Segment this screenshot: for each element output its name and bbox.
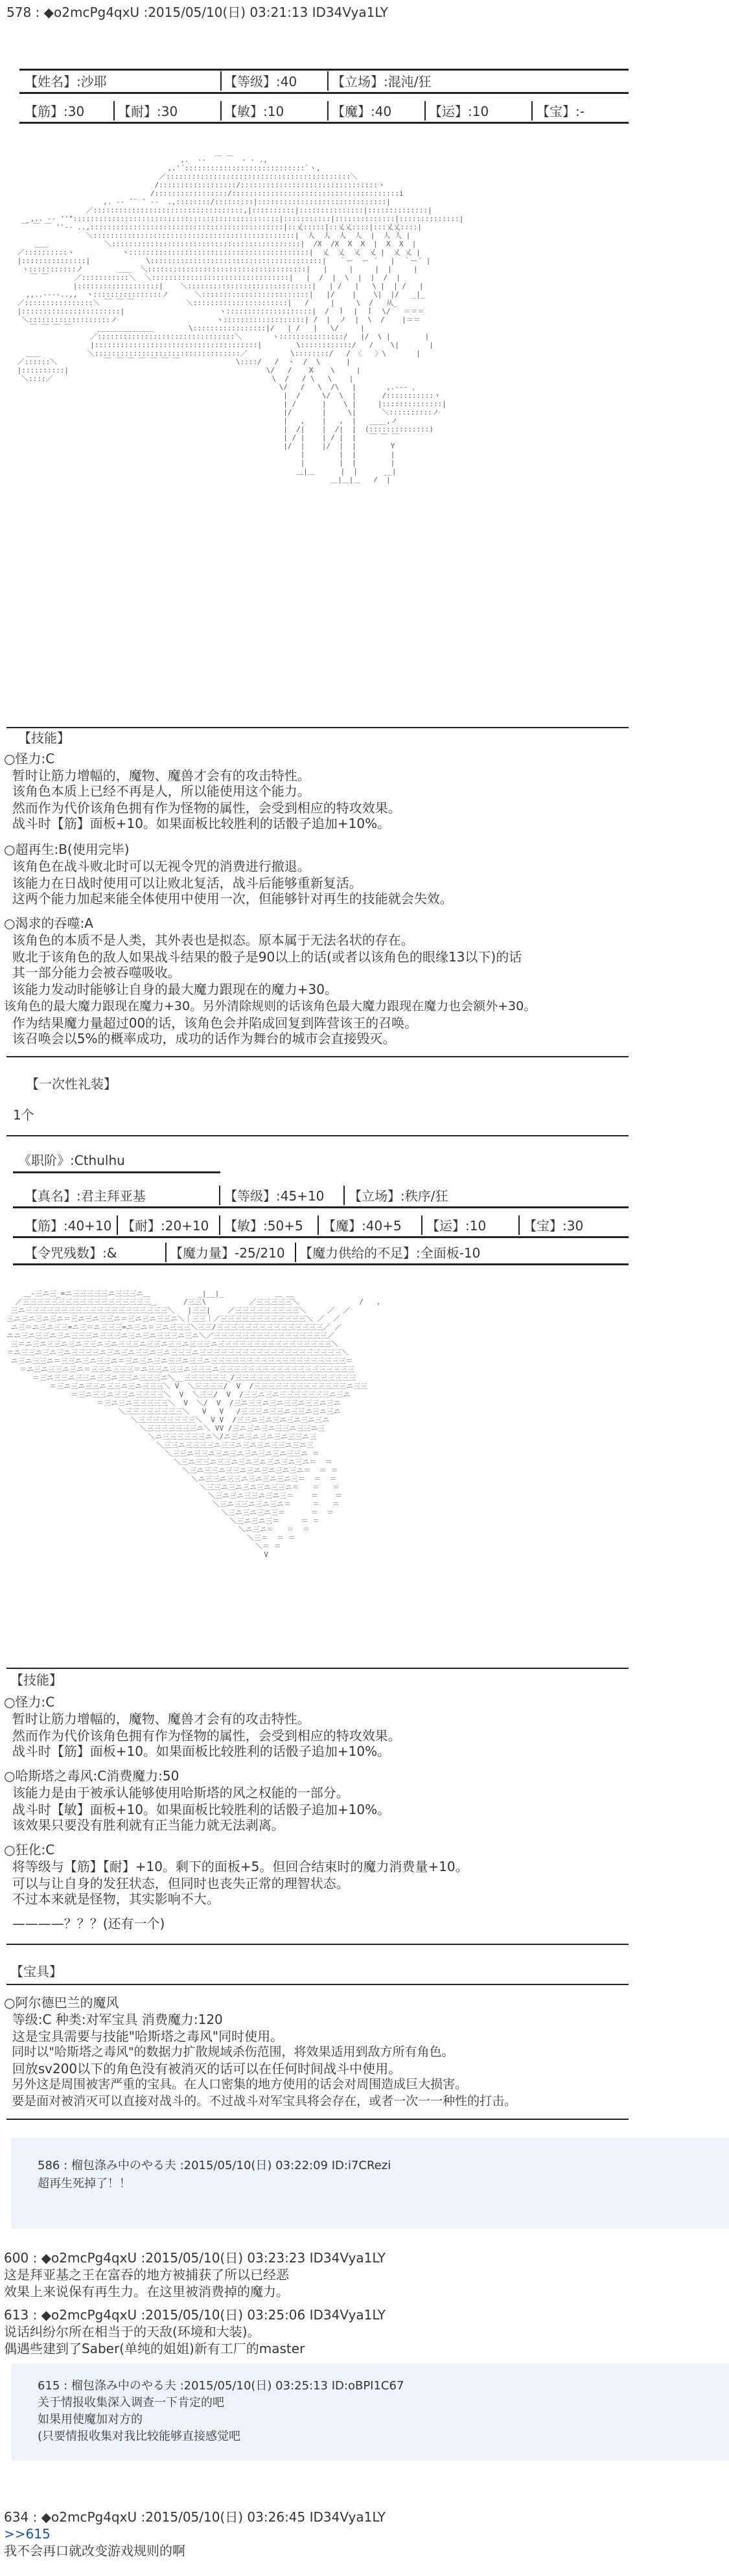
- np-line: 等级:C 种类:对军宝具 消费魔力:120: [4, 2012, 223, 2027]
- table-rule: [19, 92, 629, 94]
- agi-cell: 【敏】:50+5: [224, 1218, 303, 1234]
- section-rule: [6, 1944, 629, 1945]
- table-divider: [518, 1215, 520, 1235]
- table-divider: [295, 1243, 296, 1262]
- skill-line: 不过本来就是怪物，其实影响不大。: [4, 1891, 220, 1907]
- response-text: 关于情报收集深入调查一下肯定的吧: [38, 2396, 224, 2409]
- reply-anchor-link[interactable]: >>615: [4, 2526, 51, 2542]
- response-text: 超再生死掉了！！: [38, 2177, 131, 2191]
- gift-title: 【一次性礼装】: [26, 1076, 117, 1092]
- skill-line: 其一部分能力会被吞噬吸收。: [4, 965, 181, 980]
- luck-cell: 【运】:10: [429, 104, 489, 119]
- table-rule: [19, 69, 629, 71]
- alignment-cell: 【立场】:混沌/狂: [332, 74, 432, 89]
- np-cell: 【宝】:30: [524, 1218, 584, 1234]
- table-divider: [343, 1186, 345, 1205]
- table-rule: [19, 122, 629, 124]
- section-rule: [6, 1984, 629, 1985]
- np-title: 【宝具】: [10, 1964, 62, 1979]
- skill-line: 战斗时【筋】面板+10。如果面板比较胜利的话骰子追加+10%。: [4, 816, 391, 831]
- np-cell: 【宝】:-: [537, 104, 584, 119]
- skill-line: 暂时让筋力增幅的，魔物、魔兽才会有的攻击特性。: [4, 1711, 310, 1727]
- skills-title: 【技能】: [18, 730, 70, 746]
- level-cell: 【等级】:45+10: [224, 1188, 325, 1204]
- response-text: 如果用使魔加对方的: [38, 2413, 143, 2426]
- skill-line: 该能力是由于被承认能够使用哈斯塔的风之权能的一部分。: [4, 1785, 349, 1800]
- section-rule: [6, 727, 629, 728]
- ascii-art-saya: ,. -‐ ￣ ￣ ‐ - ., ,.'´::::::::::::::::::::::::::::`ヽ, ／:::::::::::::::::::::::::::::::::::::::::::＼ /::::::::::::::::::/::::::::::::::::::::::::::::::::ヽ /:::::::::::::::::/:::::::::::::::::::::::::::::::::::::::i ,. -‐ ¨¨ ¨ ‐- .,::::::::/:::::::::|::::::::::::::::::::::::::::::| ／:::::::::::::::::::::::::::::::::::,|::::::::::|:::::::::::::::|::::::::::::::| _,.. -‐ ''"::::::::::::::::::::::::::::::::::::::::::::::::|:::::::::::|::::::::::::::|::::::::::::::| ￣ ￣ ￣ ''‐- ..,:::::::::::::::::::::::::::::::::::::::::::::|::乂:::::|::乂乂::::|:::乂乂::::| ＼:::::::::::::::::::::::::::::::::::::::::::::::| 人 人 人 人 | 人 人 | ＿＿ ＼::::::::::::::::::::::::::::::::::::::::::::| /X /X X X | X X | ／::::::::::ヽ ヽ::::::::::::::::::::::::::::::::::::::::::| 乂 乂 乂 乂 | 乂 乂 | |:::::::::::::::| \::::::::::::::::::::::::::::::::::::::::| ｀ー ー ´ | ｀ー´ | ヽ:::::::::::ノ ＿＿ ＼:::::::::::::::::::::::::::::::::::::| | | | | | ￣ ￣ ／:::::::::::＼ ＼::::::::::::::::::::::::::::::::| | / | \ | | / | |:::::::::::::::::::| ＼:::::::::::::::::::::::::::::| | / | \ | | / | ,,..-‐‐-..,, ヽ::::::::::::::::ノ ＼:::::::::::::::::::::::::| |/ | \| |/ _|_ ／::::::::::::::::＼ ￣ ￣ ￣ ＼::::::::::::::::::::::| / | \ / 从_ |:::::::::::::::::::::::| ヽ::::::::::::::::::::| / ｌ | ｌ \/ ＝＝＝ ＼:::::::::::::::::::ノ ヽ:::::::::::::::::::| / | ノ | \ / |＝＝ ￣ ￣ ￣ ￣ ＿＿＿＿＿＿＿＿ \:::::::::::::::::|/ | / | \/ | ／::::::::::::::::::::::::::::::::＼ ヽ:::::::::::::::/ |/ \ | | |::::::::::::::::::::::::::::::::::::::| \::::::::::::/ / \| | ＿＿ ＼::::::::::::::::::::::::::::::::::／ \::::::::/ / 〈 〉\ | ／::::::＼ ￣ ￣ ￣ ￣ ￣ ￣ ￣ \::::/ / ヽ / \ | |::::::::::| \/ / X \ | ＼::::／ \ / / \ \ | \/ / \ /\ | ,.-‐- 、 | / \/ \ | /:::::::::::ヽ | / | \ | |::::::::::::::| |/ | \| ＼::::::::::ノ | , | , | ____,ノ | /| | /| | (::::::::::::::) | / | | / | | ￣ ￣ ￣ |/ | |/ | | Y | | | | | | | | ＿|＿ | | __| ＿|＿|＿ / |: [17, 155, 464, 484]
- mag-cell: 【魔】:40+5: [323, 1218, 402, 1234]
- skill-line: 该能力发动时能够让自身的最大魔力跟现在的魔力+30。: [4, 982, 338, 997]
- skill-line: 该能力在日战时使用可以让败北复活，战斗后能够重新复活。: [4, 875, 362, 891]
- deficit-cell: 【魔力供给的不足】:全面板-10: [299, 1245, 481, 1261]
- alignment-cell: 【立场】:秩序/狂: [349, 1188, 448, 1204]
- name-cell: 【姓名】:沙耶: [25, 74, 107, 89]
- skill-line: 败北于该角色的敌人如果战斗结果的骰子是90以上的话(或者以该角色的眼缘13以下)的话: [4, 949, 522, 965]
- end-cell: 【耐】:20+10: [122, 1218, 209, 1234]
- skill-line: ○渴求的吞噬:A: [4, 915, 93, 931]
- post-line: 这是拜亚基之王在富吞的地方被捕获了所以已经恶: [4, 2267, 289, 2283]
- post-header: 613 : ◆o2mcPg4qxU :2015/05/10(日) 03:25:06 ID34Vya1LY: [4, 2307, 386, 2323]
- mana-cell: 【魔力量】-25/210: [170, 1245, 285, 1261]
- table-divider: [327, 71, 329, 91]
- skill-line: 该效果只要没有胜利就有正当能力就无法剥离。: [4, 1817, 284, 1833]
- response-text: (只要情报收集对我比较能够直接感觉吧: [38, 2430, 241, 2443]
- skill-line: 然而作为代价该角色拥有作为怪物的属性，会受到相应的特攻效果。: [4, 1728, 401, 1743]
- luck-cell: 【运】:10: [426, 1218, 487, 1234]
- gift-value: 1个: [13, 1107, 34, 1123]
- skill-line: 这两个能力加起来能全体使用中使用一次，但能够针对再生的技能就会失效。: [4, 891, 453, 906]
- skill-line: 暂时让筋力增幅的，魔物、魔兽才会有的攻击特性。: [4, 768, 310, 783]
- table-divider: [219, 1186, 220, 1205]
- class-line: 《职阶》:Cthulhu: [18, 1153, 125, 1168]
- table-divider: [220, 71, 222, 91]
- np-line: ○阿尔德巴兰的魔风: [4, 1995, 119, 2010]
- skill-line: ○超再生:B(使用完毕): [4, 842, 130, 857]
- np-line: 回放sv200以下的角色没有被消灭的话可以在任何时间战斗中使用。: [4, 2061, 402, 2076]
- table-rule: [13, 1171, 220, 1173]
- post-line: 我不会再口就改变游戏规则的啊: [4, 2543, 185, 2559]
- table-divider: [113, 101, 115, 121]
- skill-line: 可以与让自身的发狂状态，但同时也丧失正常的理智状态。: [4, 1876, 349, 1891]
- skill-line: 该角色在战斗败北时可以无视令咒的消费进行撤退。: [4, 858, 310, 874]
- table-divider: [219, 1215, 220, 1235]
- quoted-response: [12, 2363, 729, 2461]
- table-divider: [327, 101, 329, 121]
- section-rule: [6, 1668, 629, 1669]
- section-rule: [6, 1135, 629, 1136]
- response-header: 586 : 榴包涤み中のやる夫 :2015/05/10(日) 03:22:09 ID:i7CRezi: [38, 2159, 391, 2172]
- skill-line: 战斗时【敏】面板+10。如果面板比较胜利的话骰子追加+10%。: [4, 1802, 391, 1817]
- post-line: 偶遇些建到了Saber(单纯的姐姐)新有工厂的master: [4, 2341, 305, 2356]
- table-rule: [13, 1263, 629, 1265]
- table-divider: [421, 1215, 422, 1235]
- skill-line: ○怪力:C: [4, 1694, 55, 1710]
- skill-line: ○怪力:C: [4, 751, 55, 766]
- skill-line: ○哈斯塔之毒风:C消费魔力:50: [4, 1768, 179, 1784]
- agi-cell: 【敏】:10: [224, 104, 284, 119]
- table-rule: [13, 1236, 629, 1238]
- skill-line: 该召唤会以5%的概率成功，成功的话作为舞台的城市会直接毁灭。: [4, 1031, 396, 1046]
- level-cell: 【等级】:40: [224, 74, 297, 89]
- table-rule: [13, 1206, 629, 1208]
- skill-line: 该角色本质上已经不再是人，所以能使用这个能力。: [4, 783, 310, 799]
- skill-line: ————？？？(还有一个): [4, 1916, 165, 1931]
- table-divider: [165, 1243, 167, 1262]
- skill-line: 战斗时【筋】面板+10。如果面板比较胜利的话骰子追加+10%。: [4, 1743, 391, 1759]
- mag-cell: 【魔】:40: [332, 104, 392, 119]
- post-header: 578 : ◆o2mcPg4qxU :2015/05/10(日) 03:21:13 ID34Vya1LY: [6, 5, 389, 20]
- command-cell: 【令咒残数】:&: [25, 1245, 117, 1261]
- skill-line: ○狂化:C: [4, 1842, 55, 1857]
- table-divider: [220, 101, 222, 121]
- table-divider: [318, 1215, 319, 1235]
- skill-line: 然而作为代价该角色拥有作为怪物的属性，会受到相应的特攻效果。: [4, 800, 401, 816]
- post-header: 634 : ◆o2mcPg4qxU :2015/05/10(日) 03:26:45 ID34Vya1LY: [4, 2509, 386, 2525]
- post-line: 效果上来说保有再生力。在这里被消费掉的魔力。: [4, 2284, 289, 2299]
- np-line: 这是宝具需要与技能"哈斯塔之毒风"同时使用。: [4, 2029, 284, 2044]
- skill-line: 该角色的最大魔力跟现在魔力+30。另外清除规则的话该角色最大魔力跟现在魔力也会额外+30。: [4, 999, 537, 1013]
- str-cell: 【筋】:30: [25, 104, 85, 119]
- table-divider: [424, 101, 426, 121]
- post-line: 说话纠纷尔所在相当于的天敌(环境和大装)。: [4, 2324, 260, 2340]
- table-divider: [117, 1215, 118, 1235]
- table-divider: [531, 101, 533, 121]
- quoted-response: [12, 2138, 729, 2229]
- true-name-cell: 【真名】:君主拜亚基: [25, 1188, 146, 1204]
- skill-line: 该角色的本质不是人类，其外表也是拟态。原本属于无法名状的存在。: [4, 932, 414, 948]
- np-line: 要是面对被消灭可以直接对战斗的。不过战斗对军宝具将会存在，或者一次一一种性的打击。: [4, 2094, 517, 2108]
- ascii-art-byakhee: ＿-三ニ三_=ニ三三三三三ニ三三三ニ＿ _|__|_ ＿ ＿ ／三三三三三三三三三三三三三三三三三三＿ /三三\ ／三三三三三＼ / , 三ニ三三三三三三三三三三三三三三三三三三三三＼ |三三| ／三三三三三三三三三＼ ／ ／ 三ニ三ニ三ニ三ニ＝三ニ三ニ三三ニ＝三ニ三ニ三三ニ＼｜三三｜／三三三三三三三三三三三三＼ ／ ／ ニ三＝ニ三ニ三三=ニ三＝ニ三三三=ニ三ニ＝三ニ三三三＼三三/三三三三三三三三三三三三三三三／ ／ ニニ三ニ三三ニ三ニ三三三ニ三三三ニ三ニ三ニ三三三ニ三ニ＼／三三三三三三三三三三三三三三三三／ 三＝ニ三ニ三三ニ三ニ三三ニ三ニ三三三ニ三三ニ三三ニ三三三ニ三三三三三三三三三三三三三三三三＼ ＝ニ三三ニ三ニ三ニ三三三三ニ三ニ三ニ三三ニ三ニ三三三ニ三三三三三三三三三三三三三三三三三三三三＼ ニ三ニ三三ニ＝三三ニ三ニ三三ニ＝三ニ三ニ三ニ三三ニ三三ニ三三三三三三三三三三三三三三三三三三三＝ ＝ニ三ニ三三ニ三ニ＝三三ニ三三三＝ニ三三ニ三三ニ三三三ニ三三三三三三三三三三三三三三三三三三三 ＝三ニ三三ニ三三ニ三三ニ三三ニ三三三ニ＼__三三三三三三_/三三三三三三三三三三三三三三三三三 ＝三ニ三ニ三三ニ三三ニ三ニ三三三＼ V ＼三三三三/ V /三三三三三三三三三三三三三ニ三三 ＝三ニ三三ニ三三ニ三三三三＼ V ＼三三/ V /三三ニ三ニ三三三三三三三ニ三ニ ＝三ニ三ニ三三三三三＼ V ＼/ V /三ニ三三ニ三ニ三三ニ三三ニ三ニ ＼三三三三三三三三＼ V V /三三三ニ三三ニ三三ニ三ニ三ニ ＼三三三三三三三三＼ V V /三三ニ三ニ三ニ三ニ三ニ三ニ ＼三三三三三三三ニ＼ VV /三ニ三ニ三ニ三三ニ三三ニ三 ＼ニ三三三三三三ニ＼/ニ三ニ三ニ三ニ三ニ三三ニ三 ＼三三ニ三三三三ニ三三ニ三ニ三ニ三三ニ三ニ三 ＼三三ニ三三ニ三ニ三ニ三ニ三ニ三ニ三三ニ ＝ ＼三ニ三三ニ三三ニ三ニ三ニ三ニ三ニ三ニ＝ ＝ ＼三ニ三三ニ三三ニ三ニ三ニ三ニ三ニ＝ ＝ ＝ ＼ニ三三ニ三三ニ三ニ三ニ三ニ三＝ ＝ ＝ ＼三三ニ三ニ三ニ三ニ三三ニ＝ ＝ ＝ ＼三ニ三ニ三三ニ三ニ三＝ ＝ ＝ ＼三ニ三三ニ三ニ三ニ＝ ＝ ＝ ＼三ニ三ニ三ニ三＝ ＝ ＝ ＼三ニ三ニ三＝ ＝ ＝ ＼ニ三ニ＝ ＝ ＝ ＼三＝ ＝ ＝ ＼＝ ＝ V: [6, 1289, 381, 1559]
- skill-line: 将等级与【筋】【耐】+10。剩下的面板+5。但回合结束时的魔力消费量+10。: [4, 1859, 469, 1874]
- skills-title: 【技能】: [10, 1672, 62, 1688]
- section-rule: [6, 1056, 629, 1057]
- post-header: 600 : ◆o2mcPg4qxU :2015/05/10(日) 03:23:23 ID34Vya1LY: [4, 2250, 386, 2266]
- end-cell: 【耐】:30: [118, 104, 178, 119]
- skill-line: 作为结果魔力量超过00的话，该角色会并陷成回复到阵营该王的召唤。: [4, 1015, 418, 1031]
- np-line: 另外这是周围被害严重的宝具。在人口密集的地方使用的话会对周围造成巨大损害。: [4, 2077, 468, 2091]
- section-rule: [6, 2119, 629, 2120]
- np-line: 同时以"哈斯塔之毒风"的数据力扩散规域杀伤范围，将效果适用到敌方所有角色。: [4, 2045, 454, 2059]
- response-header: 615 : 榴包涤み中のやる夫 :2015/05/10(日) 03:25:13 ID:oBPI1C67: [38, 2379, 404, 2393]
- str-cell: 【筋】:40+10: [25, 1218, 112, 1234]
